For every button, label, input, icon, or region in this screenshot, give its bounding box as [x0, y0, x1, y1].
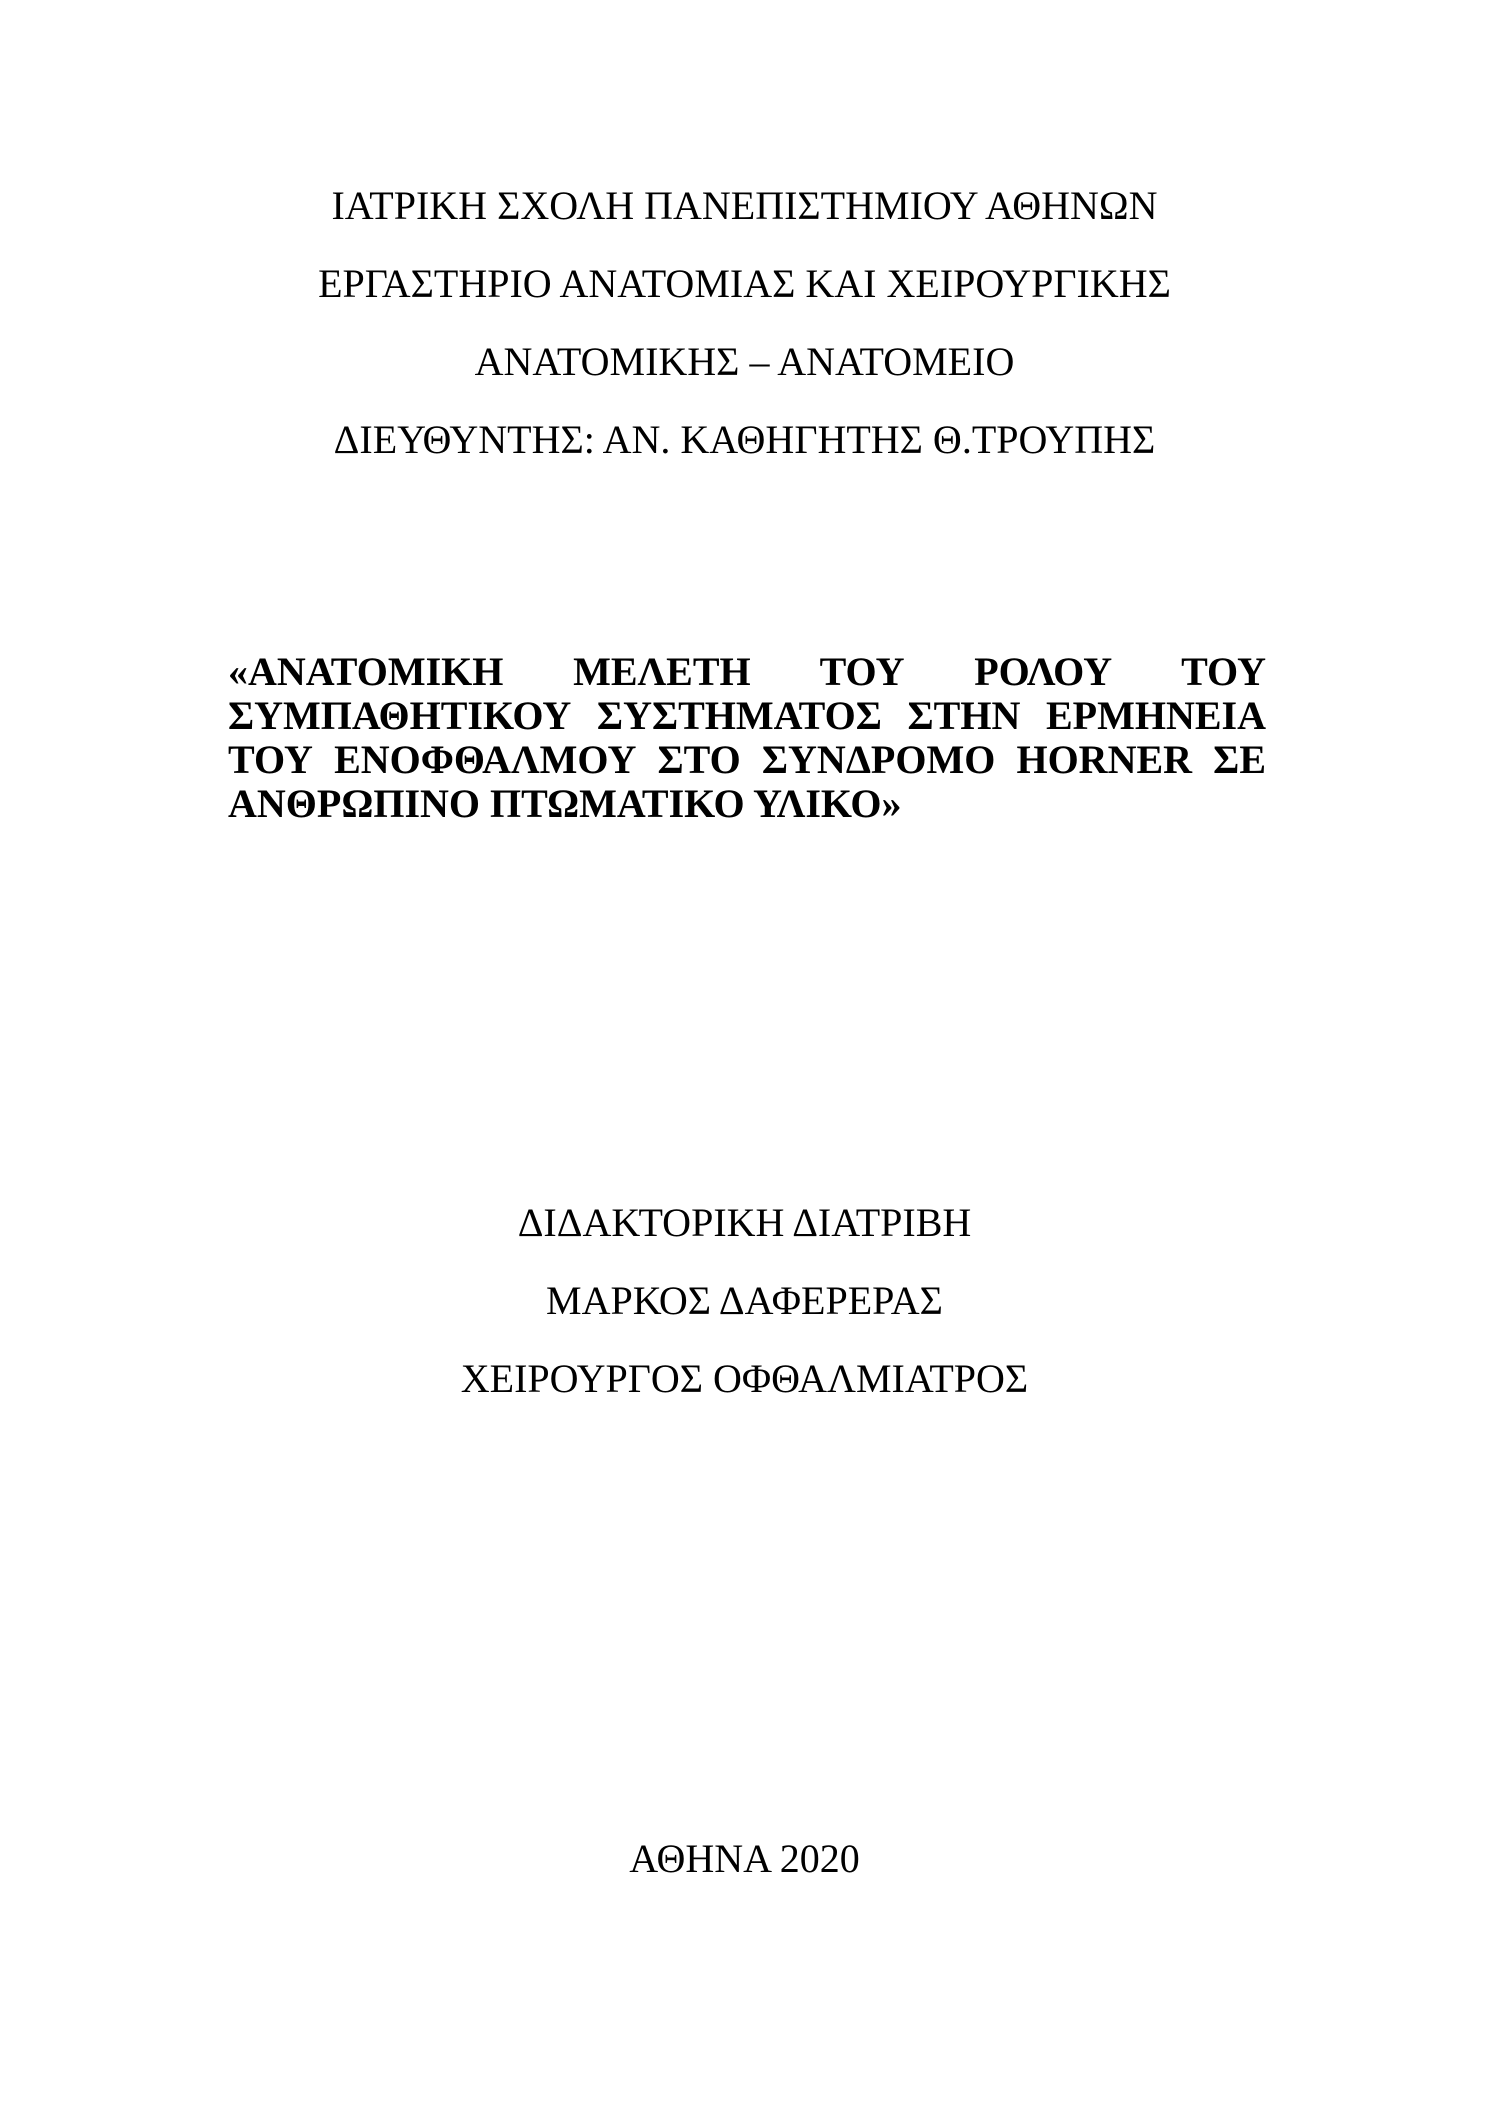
thesis-type: ΔΙΔΑΚΤΟΡΙΚΗ ΔΙΑΤΡΙΒΗ [517, 1200, 972, 1245]
author-profession: ΧΕΙΡΟΥΡΓΟΣ ΟΦΘΑΛΜΙΑΤΡΟΣ [460, 1356, 1029, 1401]
place-year: ΑΘΗΝΑ 2020 [629, 1836, 860, 1881]
header-director: ΔΙΕΥΘΥΝΤΗΣ: ΑΝ. ΚΑΘΗΓΗΤΗΣ Θ.ΤΡΟΥΠΗΣ [333, 417, 1156, 462]
header-laboratory: ΕΡΓΑΣΤΗΡΙΟ ΑΝΑΤΟΜΙΑΣ ΚΑΙ ΧΕΙΡΟΥΡΓΙΚΗΣ [318, 261, 1171, 306]
thesis-title-line-3: ΤΟΥ ΕΝΟΦΘΑΛΜΟΥ ΣΤΟ ΣΥΝΔΡΟΜΟ HORNER ΣΕ [228, 737, 1266, 782]
thesis-title-line-2: ΣΥΜΠΑΘΗΤΙΚΟΥ ΣΥΣΤΗΜΑΤΟΣ ΣΤΗΝ ΕΡΜΗΝΕΙΑ [228, 693, 1266, 738]
header-school: ΙΑΤΡΙΚΗ ΣΧΟΛΗ ΠΑΝΕΠΙΣΤΗΜΙΟΥ ΑΘΗΝΩΝ [331, 183, 1158, 228]
thesis-title [228, 650, 1266, 826]
thesis-title-line-4: ΑΝΘΡΩΠΙΝΟ ΠΤΩΜΑΤΙΚΟ ΥΛΙΚΟ» [228, 781, 902, 826]
header-department: ΑΝΑΤΟΜΙΚΗΣ – ΑΝΑΤΟΜΕΙΟ [474, 339, 1015, 384]
thesis-title-line-1: «ΑΝΑΤΟΜΙΚΗ ΜΕΛΕΤΗ ΤΟΥ ΡΟΛΟΥ ΤΟΥ [228, 649, 1266, 694]
author-name: ΜΑΡΚΟΣ ΔΑΦΕΡΕΡΑΣ [546, 1278, 943, 1323]
